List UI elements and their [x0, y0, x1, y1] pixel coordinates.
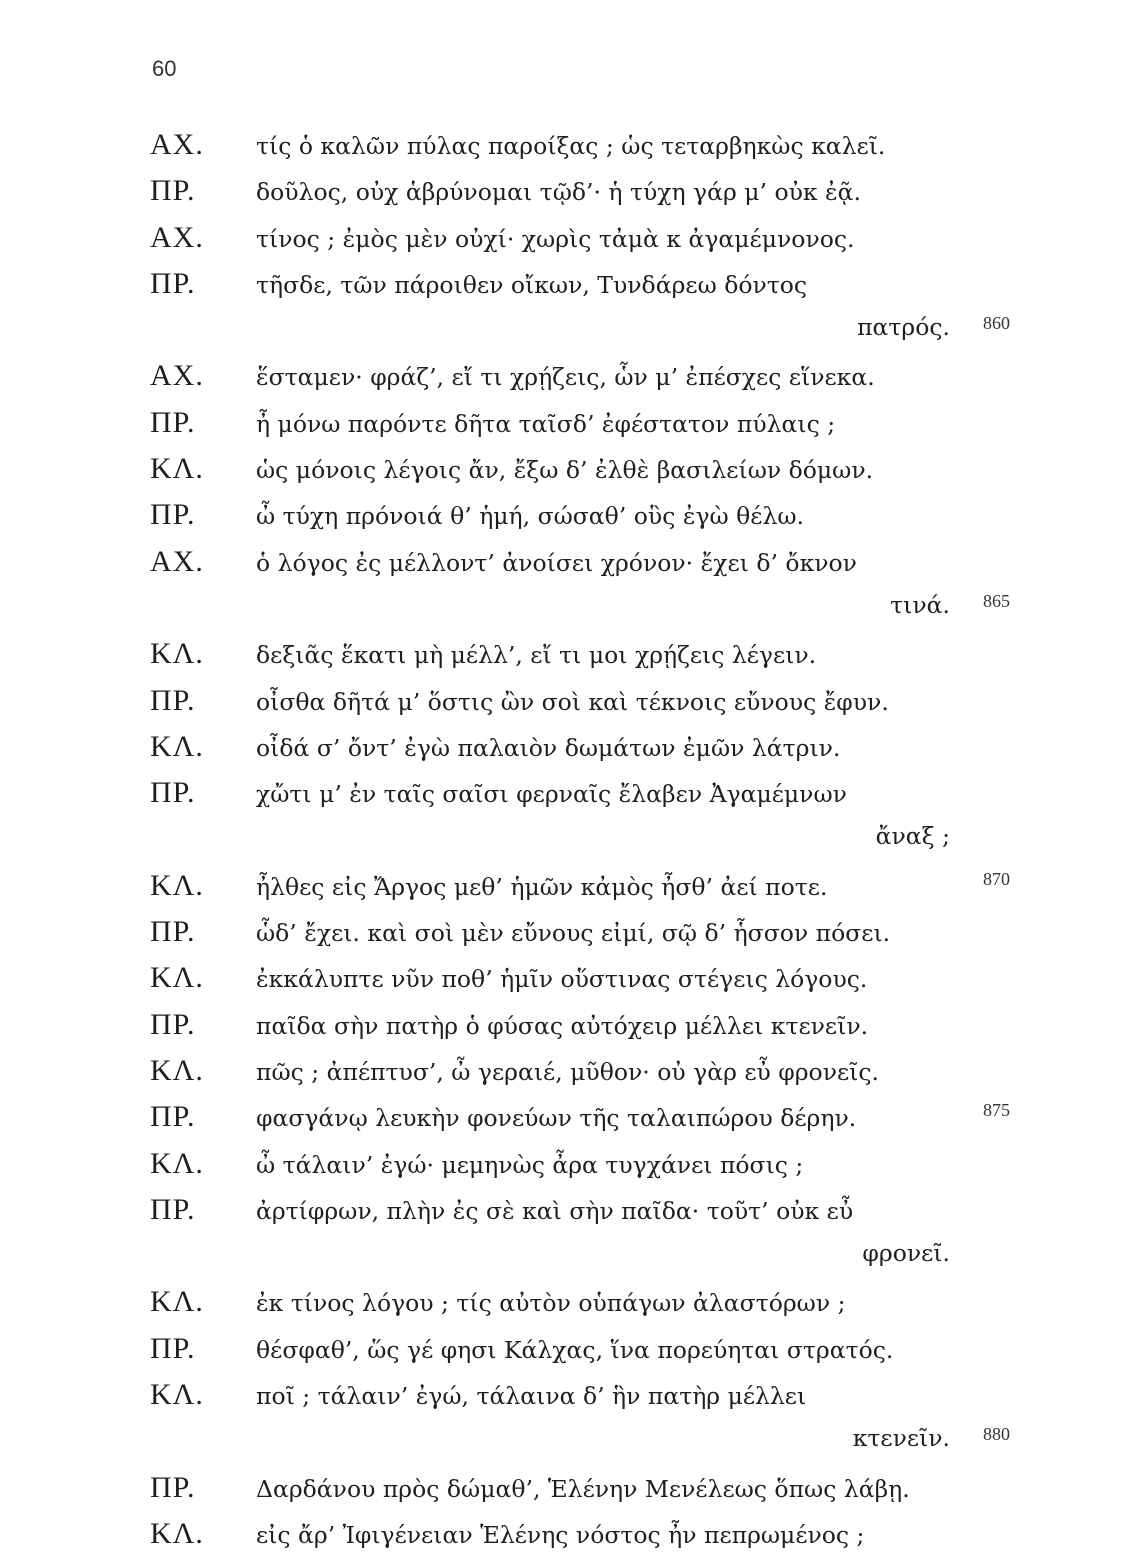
speaker-label: ΑΧ.	[150, 220, 204, 254]
verse-line	[150, 1054, 1010, 1100]
verse-line	[150, 1332, 1010, 1378]
verse-text: πῶς ; ἀπέπτυσ’, ὦ γεραιέ, μῦθον· οὐ γὰρ εὖ φρονεῖς.	[256, 1057, 880, 1086]
verse-text: ποῖ ; τάλαιν’ ἐγώ, τάλαινα δ’ ἣν πατὴρ μέλλει	[256, 1382, 807, 1411]
verse-line	[150, 915, 1010, 961]
speaker-label: ΑΧ.	[150, 128, 204, 161]
verse-line	[150, 1193, 1010, 1239]
speaker-label: ΠΡ.	[150, 174, 196, 208]
line-number: 870	[983, 868, 1010, 889]
speaker-label: ΑΧ.	[150, 544, 204, 578]
speaker-label: ΠΡ.	[150, 1100, 196, 1134]
verse-line	[150, 1100, 1010, 1146]
verse-text: ὁ λόγος ἐς μέλλοντ’ ἀνοίσει χρόνον· ἔχει δ’ ὄκνον	[256, 548, 857, 577]
verse-text: τίς ὁ καλῶν πύλας παροίξας ; ὡς τεταρβηκὼς καλεῖ.	[256, 132, 886, 160]
verse-text: Δαρδάνου πρὸς δώμαθ’, Ἑλένην Μενέλεως ὅπως λάβῃ.	[256, 1474, 910, 1503]
verse-text: τινά.	[890, 590, 950, 619]
verse-text: ὡς μόνοις λέγοις ἄν, ἔξω δ’ ἐλθὲ βασιλείων δόμων.	[256, 456, 874, 485]
verse-line	[150, 1471, 1010, 1517]
verse-continuation	[150, 822, 1010, 868]
verse-line	[150, 730, 1010, 776]
verse-line	[150, 359, 1010, 405]
verse-text: ἄναξ ;	[875, 822, 950, 851]
verse-text: φρονεῖ.	[862, 1239, 950, 1268]
speaker-label: ΠΡ.	[150, 1470, 196, 1504]
page-number: 60	[152, 56, 177, 81]
verse-text: ὦ τύχη πρόνοιά θ’ ἡμή, σώσαθ’ οὓς ἐγὼ θέλω.	[256, 502, 804, 531]
verse-line	[150, 545, 1010, 591]
verse-text: ἦ μόνω παρόντε δῆτα ταῖσδ’ ἐφέστατον πύλαις ;	[256, 409, 836, 438]
verse-text: πατρός.	[857, 313, 950, 342]
verse-text: ὧδ’ ἔχει. καὶ σοὶ μὲν εὔνους εἰμί, σῷ δ’ ἧσσον πόσει.	[256, 919, 891, 948]
verse-text: ὦ τάλαιν’ ἐγώ· μεμηνὼς ἆρα τυγχάνει πόσις ;	[256, 1150, 804, 1179]
verse-line	[150, 498, 1010, 544]
speaker-label: ΚΛ.	[150, 1053, 204, 1087]
speaker-label: ΚΛ.	[150, 1378, 204, 1412]
line-number: 875	[983, 1100, 1010, 1121]
speaker-label: ΠΡ.	[150, 1007, 196, 1041]
verse-line	[150, 221, 1010, 267]
speaker-label: ΚΛ.	[150, 1516, 204, 1550]
verse-line	[150, 637, 1010, 683]
verse-line	[150, 1008, 1010, 1054]
speaker-label: ΠΡ.	[150, 1192, 196, 1226]
verse-line	[150, 961, 1010, 1007]
verse-line	[150, 267, 1010, 313]
verse-text: οἶδά σ’ ὄντ’ ἐγὼ παλαιὸν δωμάτων ἐμῶν λάτριν.	[256, 733, 841, 762]
verse-text: παῖδα σὴν πατὴρ ὁ φύσας αὐτόχειρ μέλλει κτενεῖν.	[256, 1011, 869, 1040]
dialogue-text	[150, 128, 1010, 1563]
verse-line	[150, 452, 1010, 498]
verse-continuation	[150, 313, 1010, 359]
verse-line	[150, 684, 1010, 730]
speaker-label: ΠΡ.	[150, 683, 196, 717]
verse-continuation	[150, 591, 1010, 637]
verse-continuation	[150, 1239, 1010, 1285]
verse-line	[150, 1147, 1010, 1193]
speaker-label: ΠΡ.	[150, 266, 196, 300]
verse-text: τῆσδε, τῶν πάροιθεν οἴκων, Τυνδάρεω δόντος	[256, 270, 808, 299]
verse-line	[150, 869, 1010, 915]
verse-line	[150, 128, 1010, 174]
verse-text: ἐκκάλυπτε νῦν ποθ’ ἡμῖν οὕστινας στέγεις λόγους.	[256, 965, 868, 994]
speaker-label: ΠΡ.	[150, 1331, 196, 1365]
speaker-label: ΠΡ.	[150, 498, 196, 532]
line-number: 880	[983, 1424, 1010, 1445]
speaker-label: ΚΛ.	[150, 961, 204, 995]
verse-text: κτενεῖν.	[852, 1424, 950, 1453]
speaker-label: ΚΛ.	[150, 1146, 204, 1180]
verse-line	[150, 1378, 1010, 1424]
verse-text: ἕσταμεν· φράζ’, εἴ τι χρῄζεις, ὧν μ’ ἐπέσχες εἵνεκα.	[256, 363, 875, 392]
verse-continuation	[150, 1424, 1010, 1470]
verse-line	[150, 1285, 1010, 1331]
verse-line	[150, 776, 1010, 822]
verse-text: ἦλθες εἰς Ἄργος μεθ’ ἡμῶν κἀμὸς ἦσθ’ ἀεί ποτε.	[256, 872, 828, 901]
speaker-label: ΠΡ.	[150, 405, 196, 439]
verse-text: θέσφαθ’, ὥς γέ φησι Κάλχας, ἵνα πορεύηται στρατός.	[256, 1335, 894, 1364]
verse-line	[150, 406, 1010, 452]
speaker-label: ΚΛ.	[150, 868, 204, 902]
verse-text: εἰς ἄρ’ Ἰφιγένειαν Ἑλένης νόστος ἦν πεπρωμένος ;	[256, 1520, 865, 1549]
speaker-label: ΠΡ.	[150, 915, 196, 949]
line-number: 865	[983, 590, 1010, 611]
verse-text: ἐκ τίνος λόγου ; τίς αὐτὸν οὑπάγων ἀλαστόρων ;	[256, 1289, 846, 1318]
verse-text: δοῦλος, οὐχ ἁβρύνομαι τῷδ’· ἡ τύχη γάρ μ’ οὐκ ἐᾷ.	[256, 178, 861, 207]
verse-text: φασγάνῳ λευκὴν φονεύων τῆς ταλαιπώρου δέρην.	[256, 1104, 857, 1133]
speaker-label: ΚΛ.	[150, 637, 204, 671]
line-number: 860	[983, 313, 1010, 334]
speaker-label: ΚΛ.	[150, 452, 204, 486]
speaker-label: ΚΛ.	[150, 729, 204, 763]
verse-text: οἶσθα δῆτά μ’ ὅστις ὢν σοὶ καὶ τέκνοις εὔνους ἔφυν.	[256, 687, 889, 716]
verse-text: ἀρτίφρων, πλὴν ἐς σὲ καὶ σὴν παῖδα· τοῦτ’ οὐκ εὖ	[256, 1196, 854, 1225]
verse-text: τίνος ; ἐμὸς μὲν οὐχί· χωρὶς τἀμὰ κ ἀγαμέμνονος.	[256, 224, 855, 253]
verse-text: χὤτι μ’ ἐν ταῖς σαῖσι φερναῖς ἔλαβεν Ἀγαμέμνων	[256, 780, 847, 809]
verse-line	[150, 1517, 1010, 1563]
speaker-label: ΚΛ.	[150, 1285, 204, 1319]
speaker-label: ΠΡ.	[150, 776, 196, 810]
verse-line	[150, 174, 1010, 220]
speaker-label: ΑΧ.	[150, 359, 204, 393]
verse-text: δεξιᾶς ἕκατι μὴ μέλλ’, εἴ τι μοι χρῄζεις λέγειν.	[256, 641, 817, 670]
